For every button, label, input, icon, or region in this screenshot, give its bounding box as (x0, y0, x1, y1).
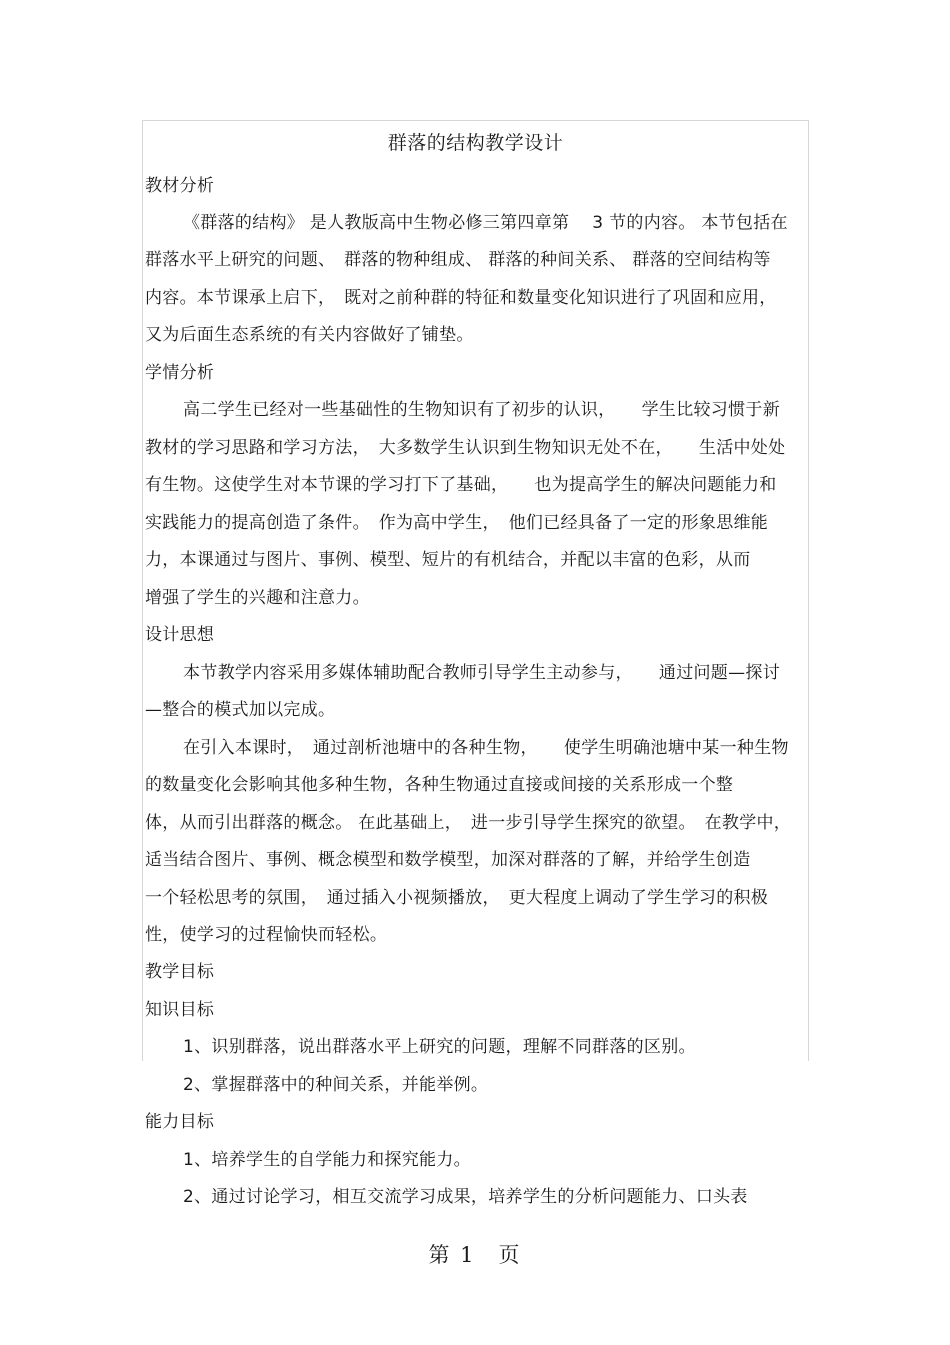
paragraph-line: 内容。本节课承上启下， 既对之前种群的特征和数量变化知识进行了巩固和应用， (145, 288, 777, 308)
list-item: 2、掌握群落中的种间关系，并能举例。 (183, 1075, 489, 1095)
heading-student-analysis: 学情分析 (145, 363, 215, 383)
paragraph-line: 适当结合图片、事例、概念模型和数学模型，加深对群落的了解，并给学生创造 (145, 850, 751, 870)
heading-design-idea: 设计思想 (145, 625, 215, 645)
list-item: 1、识别群落，说出群落水平上研究的问题，理解不同群落的区别。 (183, 1037, 696, 1057)
paragraph-line: 的数量变化会影响其他多种生物，各种生物通过直接或间接的关系形成一个整 (145, 775, 734, 795)
paragraph-line: 性，使学习的过程愉快而轻松。 (145, 925, 388, 945)
paragraph-line: 力，本课通过与图片、事例、模型、短片的有机结合，并配以丰富的色彩，从而 (145, 550, 751, 570)
paragraph-line: 实践能力的提高创造了条件。 作为高中学生， 他们已经具备了一定的形象思维能 (145, 513, 769, 533)
paragraph-line: 一个轻松思考的氛围， 通过插入小视频播放， 更大程度上调动了学生学习的积极 (145, 888, 769, 908)
paragraph-line: 群落水平上研究的问题、 群落的物种组成、 群落的种间关系、 群落的空间结构等 (145, 250, 771, 270)
list-item: 2、通过讨论学习，相互交流学习成果，培养学生的分析问题能力、口头表 (183, 1187, 748, 1207)
paragraph-line: 高二学生已经对一些基础性的生物知识有了初步的认识， 学生比较习惯于新 (183, 400, 780, 420)
paragraph-line: 又为后面生态系统的有关内容做好了铺垫。 (145, 325, 474, 345)
heading-ability-goals: 能力目标 (145, 1112, 215, 1132)
heading-knowledge-goals: 知识目标 (145, 1000, 215, 1020)
paragraph-line: 有生物。这使学生对本节课的学习打下了基础， 也为提高学生的解决问题能力和 (145, 475, 777, 495)
paragraph-line: 体，从而引出群落的概念。 在此基础上， 进一步引导学生探究的欲望。 在教学中， (145, 813, 792, 833)
paragraph-line: 《群落的结构》 是人教版高中生物必修三第四章第 3 节的内容。 本节包括在 (183, 213, 788, 233)
paragraph-line: 教材的学习思路和学习方法， 大多数学生认识到生物知识无处不在， 生活中处处 (145, 438, 786, 458)
paragraph-line: 本节教学内容采用多媒体辅助配合教师引导学生主动参与， 通过问题—探讨 (183, 663, 780, 683)
page-number: 第 1 页 (428, 1243, 522, 1267)
paragraph-line: 增强了学生的兴趣和注意力。 (145, 588, 370, 608)
list-item: 1、培养学生的自学能力和探究能力。 (183, 1150, 471, 1170)
heading-teaching-goals: 教学目标 (145, 962, 215, 982)
paragraph-line: 在引入本课时， 通过剖析池塘中的各种生物， 使学生明确池塘中某一种生物 (183, 738, 789, 758)
document-title: 群落的结构教学设计 (387, 132, 564, 154)
paragraph-line: —整合的模式加以完成。 (145, 700, 336, 720)
heading-textbook-analysis: 教材分析 (145, 176, 215, 196)
